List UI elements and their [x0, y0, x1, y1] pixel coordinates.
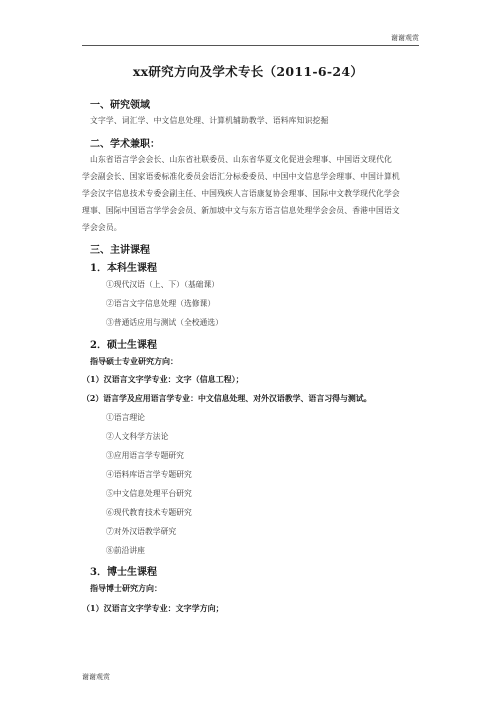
course-item: ③普通话应用与测试（全校通选） [106, 318, 223, 327]
positions-line: 理事、国际中国语言学学会会员、新加坡中文与东方语言信息处理学会会员、香港中国语文 [82, 206, 400, 215]
course-item: ④语料库语言学专题研究 [106, 470, 192, 479]
course-item: ⑦对外汉语教学研究 [106, 527, 177, 536]
course-item: ⑤中文信息处理平台研究 [106, 489, 192, 498]
master-direction: （1）汉语言文字学专业：文字（信息工程）； [82, 374, 244, 384]
section-heading-courses: 三、主讲课程 [90, 245, 150, 256]
master-courses-heading: 2．硕士生课程 [90, 340, 157, 351]
course-item: ③应用语言学专题研究 [106, 451, 184, 460]
section-heading-academic-positions: 二、学术兼职： [90, 139, 160, 150]
positions-line: 学会汉字信息技术专委会副主任、中国残疾人言语康复协会理事、国际中文教学现代化学会 [82, 189, 400, 198]
course-item: ①现代汉语（上、下）（基础课） [106, 280, 220, 289]
master-direction-label: 指导硕士专业研究方向： [90, 356, 178, 366]
master-direction: （2）语言学及应用语言学专业：中文信息处理、对外汉语教学、语言习得与测试。 [82, 394, 372, 403]
document-title: xx研究方向及学术专长（2011-6-24） [132, 64, 364, 79]
header-text: 谢谢观赏 [391, 34, 419, 42]
doctoral-direction: （1）汉语言文字学专业：文字学方向； [82, 603, 224, 613]
undergrad-courses-heading: 1．本科生课程 [90, 263, 157, 274]
doctoral-courses-heading: 3．博士生课程 [90, 567, 157, 578]
section-heading-research-fields: 一、研究领域 [90, 100, 150, 111]
research-fields-text: 文字学、词汇学、中文信息处理、计算机辅助教学、语料库知识挖掘 [90, 116, 329, 125]
course-item: ②语言文字信息处理（选修课） [106, 299, 216, 308]
positions-line: 学会会员。 [82, 223, 122, 232]
course-item: ⑥现代教育技术专题研究 [106, 508, 192, 517]
course-item: ①语言理论 [106, 413, 145, 422]
doctoral-direction-label: 指导博士研究方向： [90, 583, 162, 593]
course-item: ⑧前沿讲座 [106, 546, 145, 555]
footer-text: 谢谢观赏 [82, 673, 110, 681]
positions-line: 学会副会长、国家语委标准化委员会语汇分标委委员、中国中文信息学会理事、中国计算机 [82, 172, 400, 181]
header-rule [82, 45, 419, 46]
course-item: ②人文科学方法论 [106, 432, 169, 441]
positions-line: 山东省语言学会会长、山东省社联委员、山东省华夏文化促进会理事、中国语文现代化 [90, 155, 392, 164]
